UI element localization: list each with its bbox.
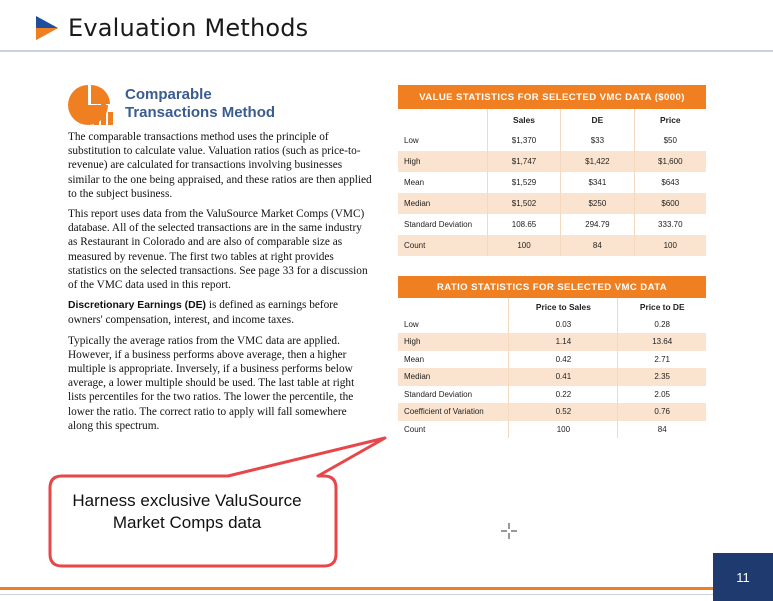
table-cell: 13.64 <box>618 333 706 351</box>
ratio-table-title: RATIO STATISTICS FOR SELECTED VMC DATA <box>398 276 706 298</box>
row-label: Median <box>404 199 431 208</box>
row-label: Median <box>404 372 431 382</box>
table-cell: 0.41 <box>509 368 618 386</box>
section-title-line2: Transactions Method <box>125 104 276 121</box>
crosshair-cursor-icon <box>500 522 518 540</box>
term-de: Discretionary Earnings (DE) <box>68 300 207 312</box>
paragraph-1: The comparable transactions method uses the principle of substitution to calculate value. Valuation ratios (such as price-to-revenue) are calculated for transactions involving businesses similar to the one being appraised, and these ratios are then applied to the subject business. <box>68 131 372 200</box>
column-header: DE <box>561 109 634 130</box>
column-header: Price <box>634 109 706 130</box>
row-label: High <box>404 157 421 166</box>
table-cell: 0.03 <box>509 316 618 334</box>
table-cell: 100 <box>634 235 706 256</box>
row-label: Low <box>404 319 419 329</box>
table-cell: $1,422 <box>561 151 634 172</box>
table-cell: 1.14 <box>509 333 618 351</box>
term-de-definition: is defined as earnings before owners' compensation, interest, and income taxes. <box>68 299 339 327</box>
callout-text: Harness exclusive ValuSource Market Comps data <box>72 491 302 532</box>
page-number: 11 <box>713 553 773 601</box>
table-cell: 0.22 <box>509 386 618 404</box>
table-cell: $1,502 <box>487 193 560 214</box>
table-cell: 108.65 <box>487 214 560 235</box>
column-header: Price to DE <box>618 298 706 316</box>
table-cell: 2.71 <box>618 351 706 369</box>
table-cell: 0.52 <box>509 403 618 421</box>
table-cell: $341 <box>561 172 634 193</box>
table-cell: 0.76 <box>618 403 706 421</box>
table-cell: 0.42 <box>509 351 618 369</box>
footer-accent-bar <box>0 587 713 590</box>
table-cell: 333.70 <box>634 214 706 235</box>
row-label: Count <box>404 241 426 250</box>
row-label: Low <box>404 136 419 145</box>
table-cell: $50 <box>634 130 706 151</box>
table-cell: 100 <box>487 235 560 256</box>
paragraph-2: This report uses data from the ValuSource Market Comps (VMC) database. All of the selected transactions are in the same industry as Restaurant in Colorado and are also of comparable size as measured by revenue. The first two tables at right provides statistics on the selected transactions. See page 33 for a discussion of the VMC data used in this report. <box>68 208 368 292</box>
page-title: Evaluation Methods <box>68 14 309 42</box>
table-cell: 84 <box>618 421 706 439</box>
row-label: Standard Deviation <box>404 389 473 399</box>
column-header: Price to Sales <box>509 298 618 316</box>
row-label: Mean <box>404 178 425 187</box>
footer-rule <box>0 594 713 595</box>
table-cell: 84 <box>561 235 634 256</box>
table-cell: 100 <box>509 421 618 439</box>
table-cell: 2.35 <box>618 368 706 386</box>
table-cell: $600 <box>634 193 706 214</box>
table-cell: $1,747 <box>487 151 560 172</box>
paragraph-4: Typically the average ratios from the VMC data are applied. However, if a business performs above average, then a higher multiple is appropriate. Inversely, if a business performs below average, a lower multiple should be used. The last table at right lists percentiles for the two ratios. The lower the percentile, the lower the ratio. The correct ratio to apply will fall somewhere along this spectrum. <box>68 334 355 432</box>
table-cell: $250 <box>561 193 634 214</box>
row-label: Count <box>404 424 426 434</box>
column-header: Sales <box>487 109 560 130</box>
table-cell: $1,529 <box>487 172 560 193</box>
row-label: Mean <box>404 354 425 364</box>
value-table-title: VALUE STATISTICS FOR SELECTED VMC DATA ($000) <box>398 85 706 109</box>
table-cell: $643 <box>634 172 706 193</box>
table-cell: 294.79 <box>561 214 634 235</box>
row-label: Standard Deviation <box>404 220 473 229</box>
table-cell: $33 <box>561 130 634 151</box>
table-cell: 0.28 <box>618 316 706 334</box>
table-cell: 2.05 <box>618 386 706 404</box>
table-cell: $1,370 <box>487 130 560 151</box>
section-title-line1: Comparable <box>125 86 212 103</box>
table-cell: $1,600 <box>634 151 706 172</box>
row-label: Coefficient of Variation <box>404 407 484 417</box>
row-label: High <box>404 337 421 347</box>
